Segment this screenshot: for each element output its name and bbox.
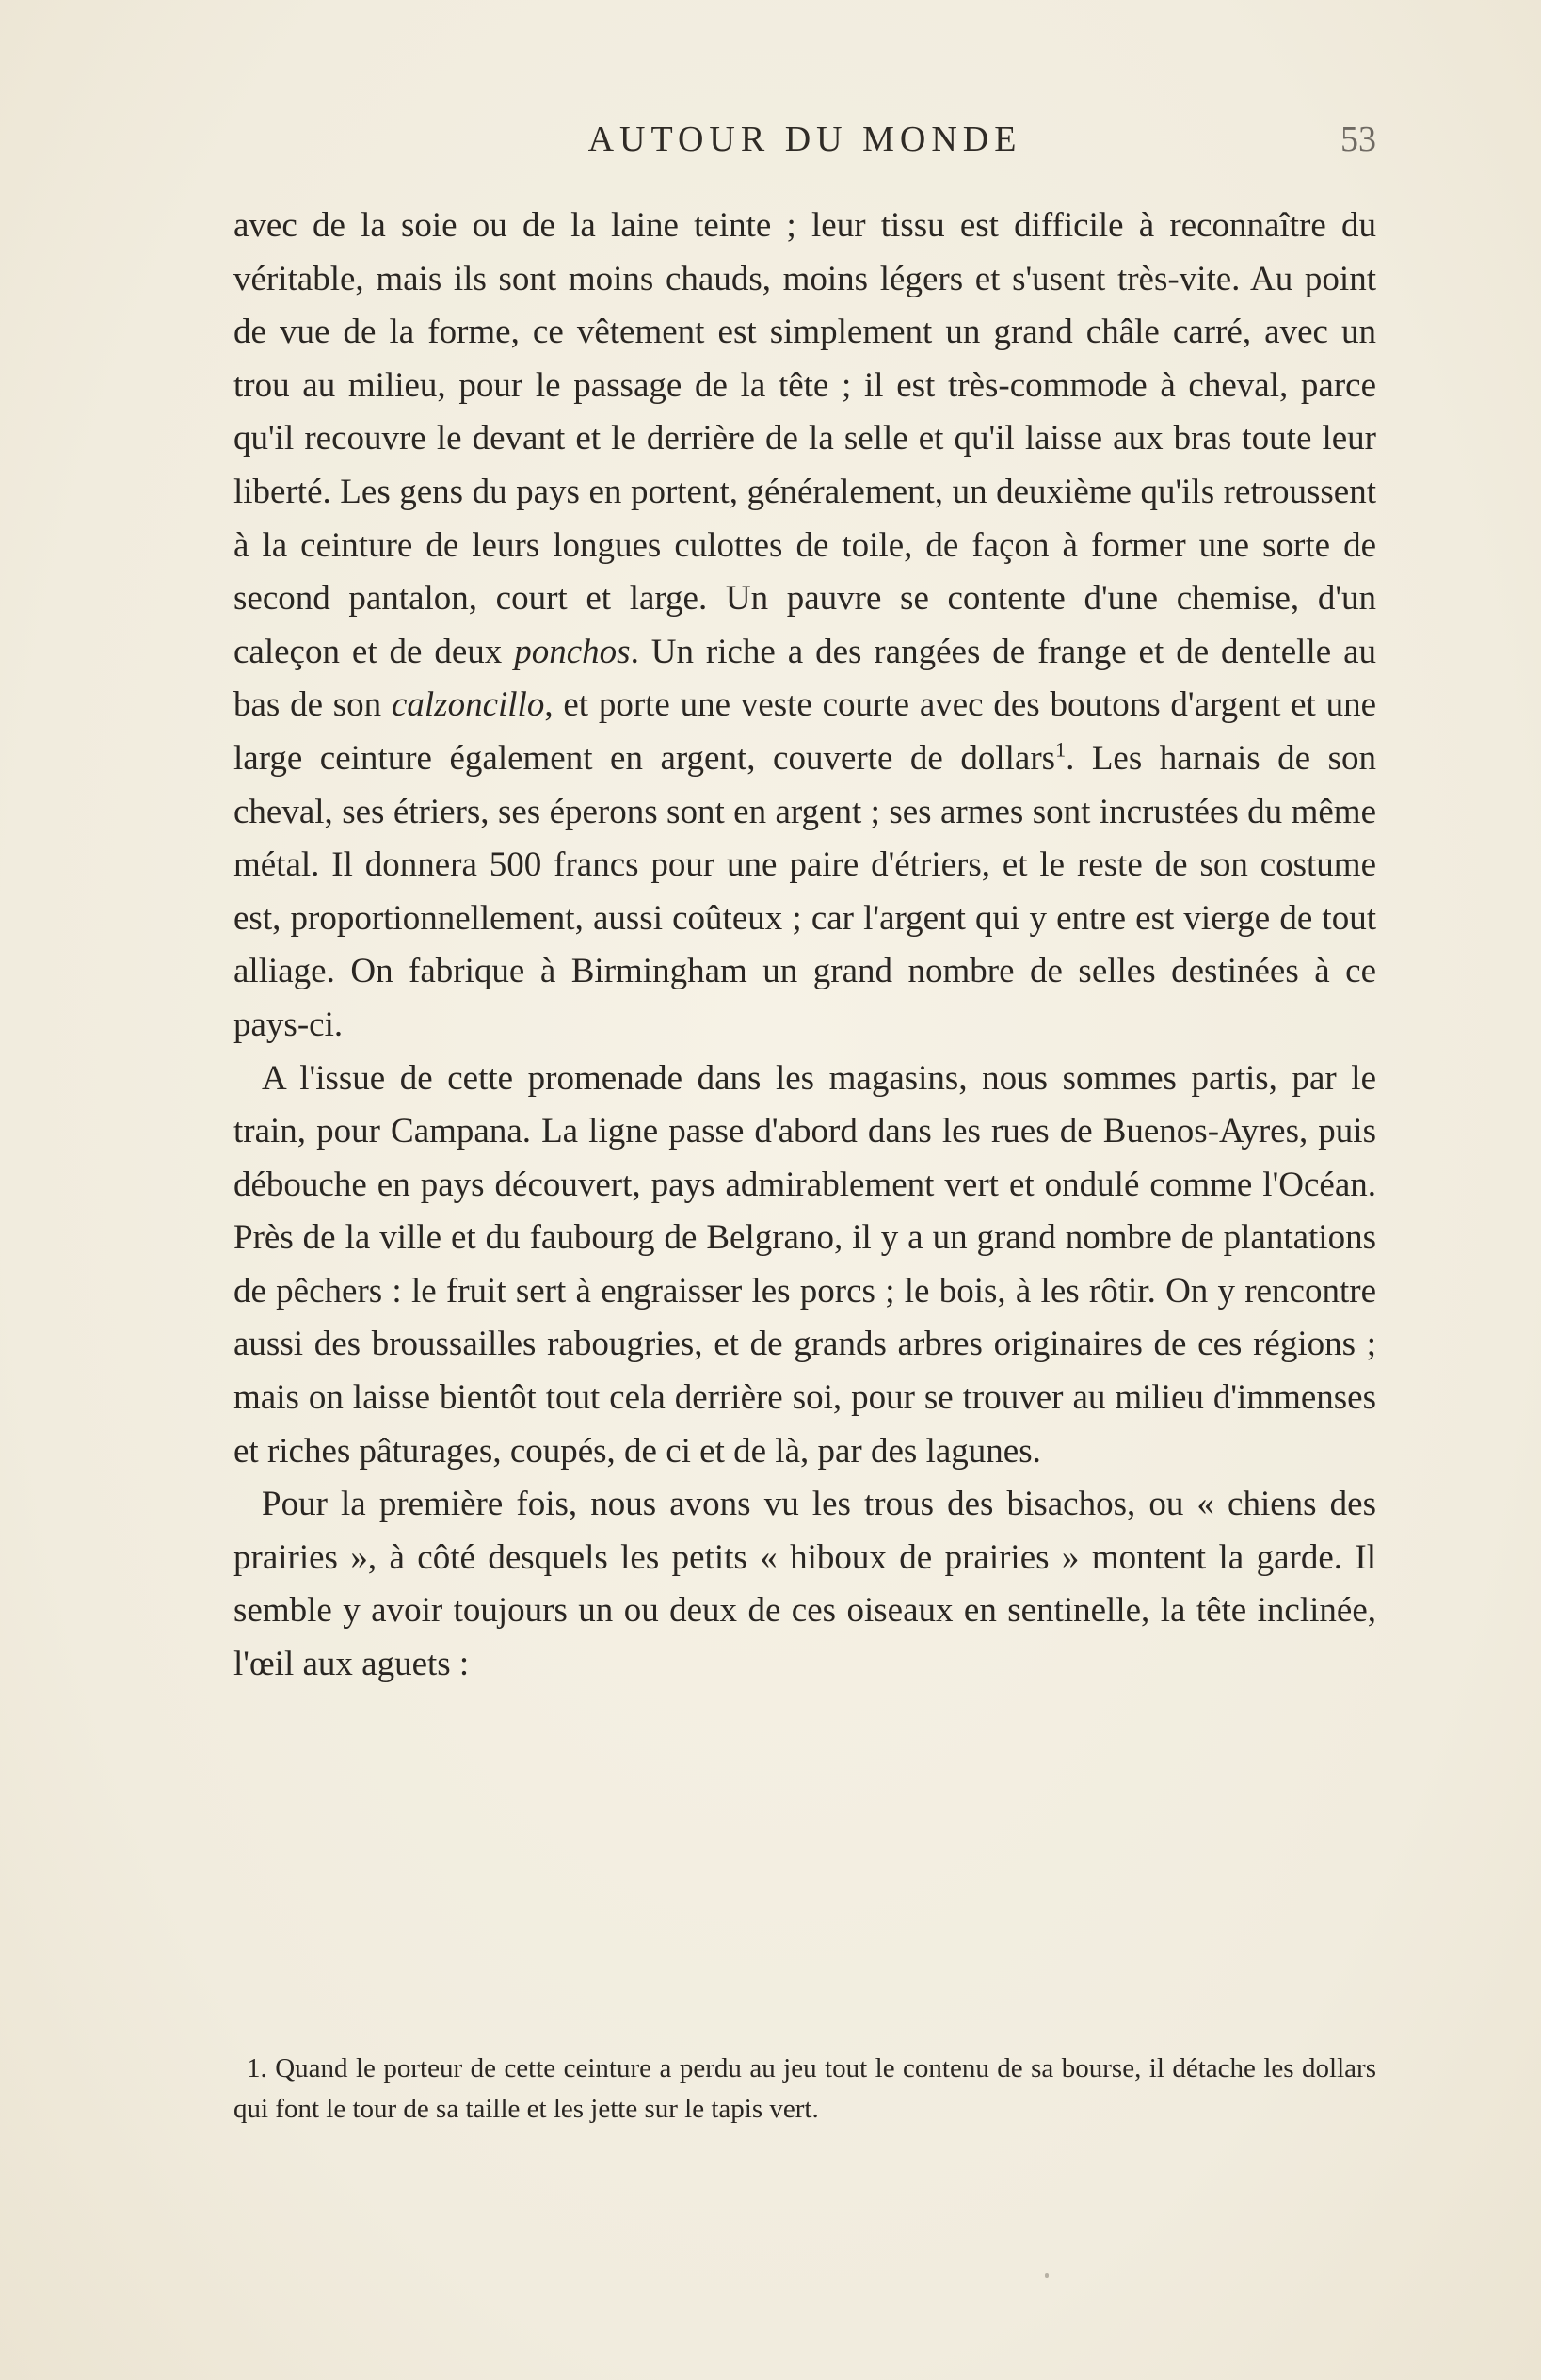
running-title: AUTOUR DU MONDE: [587, 120, 1022, 159]
paragraph-1-part-b: . Un riche a des rangées de frange et de dentelle au bas de son: [233, 632, 1376, 725]
paper-speck: [1045, 2273, 1049, 2278]
page-number: 53: [1340, 120, 1376, 159]
running-head: [233, 113, 1376, 169]
italic-calzoncillo: calzoncillo: [391, 685, 545, 725]
footnote-1: 1. Quand le porteur de cette ceinture a perdu au jeu tout le contenu de sa bourse, il détache les dollars qui font le tour de sa taille et les jette sur le tapis vert.: [233, 2053, 1376, 2124]
paragraph-1-part-c: , et porte une veste courte avec des boutons d'argent et une large ceinture également en argent, couverte de dollars: [233, 685, 1377, 778]
main-text: [233, 200, 1376, 1692]
italic-ponchos: ponchos: [514, 632, 631, 671]
paragraph-1-part-d: . Les harnais de son cheval, ses étriers, ses éperons sont en argent ; ses armes sont incrustées du même métal. Il donnera 500 francs pour une paire d'étriers, et le reste de son costume est, proportionnellement, aussi coûteux ; car l'argent qui y entre est vierge de tout alliage. On fabrique à Birmingham un grand nombre de selles destinées à ce pays-ci.: [233, 738, 1376, 1044]
paragraph-1-part-a: avec de la soie ou de la laine teinte ; leur tissu est difficile à reconnaître du véritable, mais ils sont moins chauds, moins légers et s'usent très-vite. Au point de vue de la forme, ce vêtement est simplement un grand châle carré, avec un trou au milieu, pour le passage de la tête ; il est très-commode à cheval, parce qu'il recouvre le devant et le derrière de la selle et qu'il laisse aux bras toute leur liberté. Les gens du pays en portent, généralement, un deuxième qu'ils retroussent à la ceinture de leurs longues culottes de toile, de façon à former une sorte de second pantalon, court et large. Un pauvre se contente d'une chemise, d'un caleçon et de deux: [233, 206, 1376, 671]
footnote-reference[interactable]: 1: [1055, 737, 1067, 762]
paragraph-1: [233, 200, 1376, 1053]
paragraph-3: Pour la première fois, nous avons vu les trous des bisachos, ou « chiens des prairies », à côté desquels les petits « hiboux de prairies » montent la garde. Il semble y avoir toujours un ou deux de ces oiseaux en sentinelle, la tête inclinée, l'œil aux aguets :: [233, 1485, 1376, 1684]
footnotes: [233, 2049, 1376, 2130]
paragraph-2: A l'issue de cette promenade dans les magasins, nous sommes partis, par le train, pour Campana. La ligne passe d'abord dans les rues de Buenos-Ayres, puis débouche en pays découvert, pays admirablement vert et ondulé comme l'Océan. Près de la ville et du faubourg de Belgrano, il y a un grand nombre de plantations de pêchers : le fruit sert à engraisser les porcs ; le bois, à les rôtir. On y rencontre aussi des broussailles rabougries, et de grands arbres originaires de ces régions ; mais on laisse bientôt tout cela derrière soi, pour se trouver au milieu d'immenses et riches pâturages, coupés, de ci et de là, par des lagunes.: [233, 1058, 1376, 1471]
